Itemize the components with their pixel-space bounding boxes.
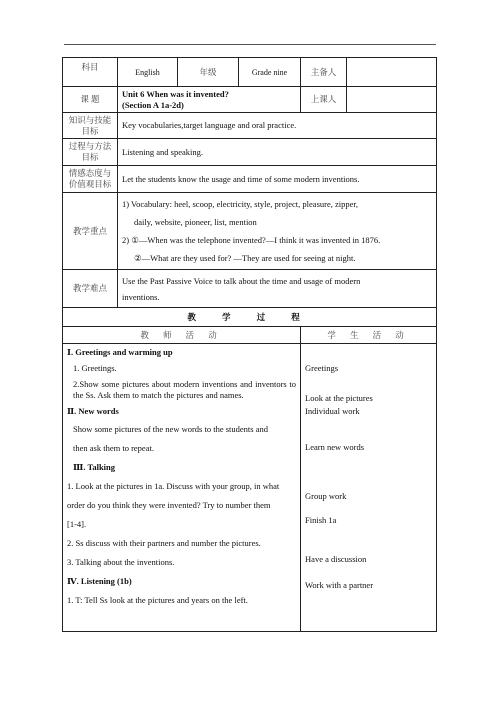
student-activity: Have a discussion [305,554,367,564]
goal-label-line: 目标 [81,152,99,162]
goal-text-knowledge: Key vocabularies,target language and oral practice. [118,113,437,139]
class-teacher-value [347,87,437,113]
teacher-step: 3. Talking about the inventions. [67,557,175,567]
lead-teacher-label: 主备人 [301,58,347,87]
goal-label-line: 目标 [81,125,99,136]
class-teacher-label: 上课人 [301,87,347,113]
goal-text-attitude: Let the students know the usage and time of some modern inventions. [118,166,437,193]
section-new-words-title: Ⅱ. New words [67,406,119,416]
section-listening-title: Ⅳ. Listening (1b) [67,576,132,586]
teacher-step: 2.Show some pictures about modern inventions and inventors to the Ss. Ask them to match the pictures and names. [73,379,297,400]
teacher-step: 1. T: Tell Ss look at the pictures and years on the left. [67,595,248,605]
goal-text-process: Listening and speaking. [118,139,437,166]
subject-label: 科目 [63,58,118,87]
teacher-activity-header: 教 师 活 动 [63,327,301,344]
student-activities [301,344,437,632]
lead-teacher-value [347,58,437,87]
topic-label: 课 题 [63,87,118,113]
goal-label-attitude [63,166,118,193]
student-activity: Individual work [305,406,360,416]
header-rule [64,44,436,45]
goal-row-attitude [63,166,437,193]
difficulty-line: inventions. [122,291,160,302]
key-points-label: 教学重点 [63,193,118,270]
goal-row-knowledge [63,113,437,139]
difficulty-content [118,270,437,308]
topic-line-1: Unit 6 When was it invented? [122,88,229,99]
key-point-line: daily, website, pioneer, list, mention [134,217,257,227]
teacher-step: order do you think they were invented? Try to number them [67,500,271,510]
key-point-line: ②—What are they used for? —They are used for seeing at night. [134,253,356,263]
teacher-activities [63,344,301,632]
goal-label-line: 知识与技能 [68,114,112,125]
student-activity: Greetings [305,363,339,373]
section-talking-title: Ⅲ. Talking [73,462,116,472]
difficulty-label: 教学难点 [63,270,118,308]
process-columns-row [63,327,437,344]
student-activity: Look at the pictures [305,393,373,403]
key-points-content [118,193,437,270]
process-title-row [63,308,437,327]
goal-label-line: 价值观目标 [68,179,112,189]
process-title: 教 学 过 程 [63,308,437,327]
teacher-step: then ask them to repeat. [73,443,154,453]
student-activity: Finish 1a [305,515,337,525]
teacher-step: 2. Ss discuss with their partners and number the pictures. [67,538,261,548]
header-row [63,58,437,87]
subject-value: English [118,58,178,87]
teacher-step: [1-4]. [67,519,87,529]
difficulty-row [63,270,437,308]
goal-row-process [63,139,437,166]
student-activity: Work with a partner [305,580,374,590]
lesson-plan-table [62,57,437,632]
activities-row [63,344,437,632]
topic-row [63,87,437,113]
grade-value: Grade nine [239,58,301,87]
goal-label-line: 情感态度与 [68,168,112,178]
key-point-line: 2) ①—When was the telephone invented?—I think it was invented in 1876. [122,235,381,245]
topic-line-2: (Section A 1a-2d) [122,99,184,110]
teacher-step: Show some pictures of the new words to the students and [73,424,268,434]
key-point-line: 1) Vocabulary: heel, scoop, electricity, style, project, pleasure, zipper, [122,199,358,209]
topic-value [118,87,301,113]
student-activity: Group work [305,491,347,501]
goal-label-line: 过程与方法 [68,141,112,151]
student-activity: Learn new words [305,442,365,452]
difficulty-line: Use the Past Passive Voice to talk about the time and usage of modern [122,275,361,286]
grade-label: 年级 [178,58,239,87]
goal-label-process [63,139,118,166]
goal-label-knowledge [63,113,118,139]
teacher-step: 1. Look at the pictures in 1a. Discuss with your group, in what [67,481,280,491]
section-greetings-title: Ⅰ. Greetings and warming up [67,347,173,357]
teacher-step: 1. Greetings. [73,363,117,373]
student-activity-header: 学 生 活 动 [301,327,437,344]
key-points-row [63,193,437,270]
